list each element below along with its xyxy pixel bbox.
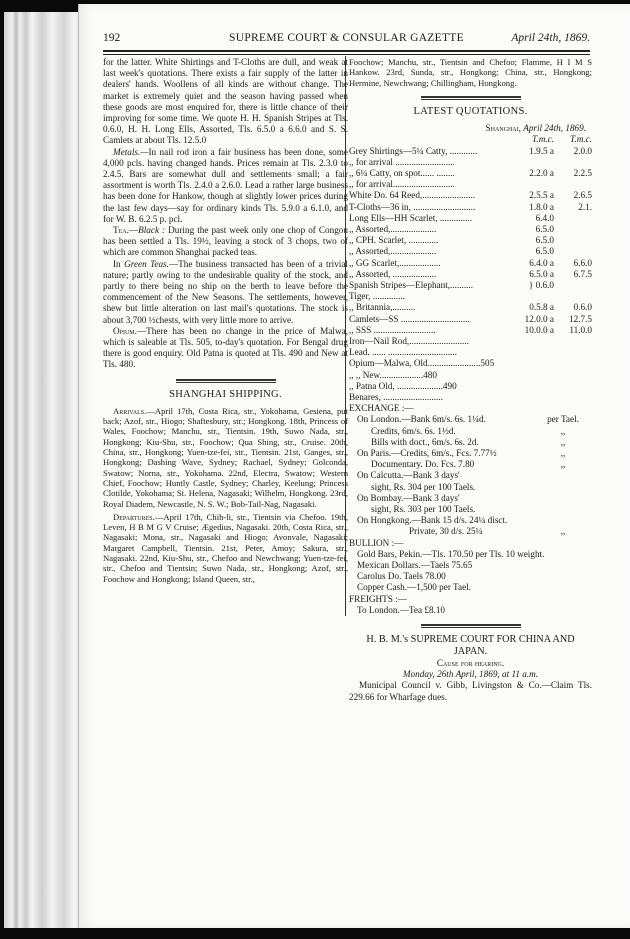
quotation-label: ,, SSS ........................... — [349, 324, 436, 335]
exchange-unit — [534, 504, 592, 515]
court-case: Municipal Council v. Gibb, Livingston & Co.—Claim Tls. 229.66 for Wharfage dues. — [349, 680, 592, 702]
exchange-text: On Calcutta.—Bank 3 days' — [357, 470, 460, 481]
exchange-text: On Paris.—Credits, 6m/s., Fcs. 7.77½ — [357, 447, 497, 458]
right-column — [349, 57, 592, 703]
quotation-label: Tiger, .............. — [349, 291, 405, 302]
quotation-low: 1.9.5 a — [529, 145, 554, 156]
quotation-low: 2.2.0 a — [529, 167, 554, 178]
quotation-row — [349, 347, 592, 358]
publication-title: SUPREME COURT & CONSULAR GAZETTE — [229, 32, 464, 44]
quotation-row — [349, 358, 592, 369]
quotation-low: 6.5.0 — [535, 235, 554, 246]
quotation-label: ,, Assorted, ................... — [349, 268, 437, 279]
page-number: 192 — [103, 32, 121, 44]
quotation-row — [349, 280, 592, 291]
section-rule — [421, 624, 521, 628]
exchange-unit — [534, 515, 592, 526]
exchange-row — [349, 426, 592, 437]
quotation-low — [502, 358, 554, 369]
quotation-high — [554, 347, 592, 358]
quotation-label: White Do. 64 Reed,....................... — [349, 190, 476, 201]
quotation-high: 12.7.5 — [569, 313, 592, 324]
quotation-low — [502, 392, 554, 403]
quotation-label: ,, for arrival........................... — [349, 179, 455, 190]
quotation-row — [349, 246, 592, 257]
quotation-low — [502, 347, 554, 358]
quotation-label: ,, Assorted,.................... — [349, 223, 437, 234]
exchange-unit: per Tael. — [547, 414, 579, 425]
left-column — [103, 57, 348, 584]
quotation-row — [349, 314, 592, 325]
quotation-low: } 0.6.0 — [528, 279, 554, 290]
quotation-high: 6.6.0 — [573, 257, 592, 268]
paragraph-arrivals: Arrivals.—April 17th, Costa Rica, str., Yokohama, Gesiena, put back; Azof, str., Hiogo; Shaftesbury, str.; Hongkong. 18th, Princess of Wales, Foochow; Manchu, str., Tientsin. 19th, Suwo Nada, str., Hongkong; Kiu-Shu, str., Foochow; Qua Shing, str., Cruise. 20th, China, str., Hongkong; Yuen-tze-fei, str., Tientsin. 21st, Ganges, str., Hongkong; Dashing Wave, Sydney; Rachael, Sydney; Golconda, Swatow; Norna, str., Yokohama. 22nd, Electra, Swatow; Western Chief, Foochow; Huntly Castle, Sydney; Charley, Keelung; Princess Clotilde, Yokohama; St. Helena, Nagasaki; Wilhelm, Hongkong. 23rd, Royal Diadem, Newcastle, N. S. W.; Bob-Tail-Nag, Nagasaki. — [103, 405, 348, 509]
issue-date: April 24th, 1869. — [511, 32, 590, 44]
quotation-label: ,, Assorted,.................... — [349, 246, 437, 257]
court-subtitle: Cause for hearing. — [436, 658, 505, 669]
quotations-heading: LATEST QUOTATIONS. — [413, 105, 528, 117]
exchange-text: On London.—Bank 6m/s. 6s. 1¼d. — [357, 414, 486, 425]
quotation-row — [349, 235, 592, 246]
quotation-row — [349, 269, 592, 280]
quotation-label: Opium—Malwa, Old.......................505 — [349, 358, 495, 369]
quotation-high: 2.0.0 — [573, 145, 592, 156]
quotation-row — [349, 202, 592, 213]
bullion-row: Gold Bars, Pekin.—Tls. 170.50 per Tls. 10 weight. — [357, 548, 545, 559]
shipping-continuation: Foochow; Manchu, str., Tientsin and Chefoo; Flamme, H I M S Hankow. 23rd, Sunda, str., Hongkong; China, str., Hongkong; Hermine, Newchwang; Chillingham, Hongkong. — [349, 57, 592, 88]
quotation-label: Long Ells—HH Scarlet, .............. — [349, 212, 472, 223]
exchange-row — [349, 526, 592, 537]
quotation-low: 6.4.0 — [535, 212, 554, 223]
paragraph-metals: Metals.—In nail rod iron a fair business has been done, some 4,000 pcls. having changed hands. Prices remain at Tls. 2.3.0 to 2.4.5. Bars are somewhat dull and settlements small; a fair assortment is worth Tls. 2.4.0 a 2.6.0. Lead a rather large business has been done for Hankow, though at slightly lower prices during the last few days—say for ordinary kinds Tls. 5.9.0 a 6.1.0, and for W. B. 6.2.5 p. pcl. — [103, 146, 348, 224]
quotation-high — [554, 235, 592, 246]
bullion-row: Carolus Do. Taels 78.00 — [357, 571, 446, 582]
quotation-label: Spanish Stripes—Elephant,.......... — [349, 279, 474, 290]
quotation-label: Iron—Nail Rod,.......................... — [349, 335, 469, 346]
quotation-label: T-Cloths—36 in, ........................... — [349, 201, 476, 212]
quotation-high — [554, 358, 592, 369]
quotation-row — [349, 168, 592, 179]
quotation-high: 6.7.5 — [573, 268, 592, 279]
paragraph-departures: Departures.—April 17th, Chih-li, str., Tientsin via Chefoo. 19th, Leven, H B M G V Cruise; Ægedius, Nagasaki. 20th, Costa Rica, str., Nagasaki; Mona, str., Nagasaki and Hiogo; Avonvale, Nagasaki; Margaret Campbell, Tientsin. 21st, Peter, Amoy; Sakura, str., Nagasaki. 22nd, Kiu-Shu, str., Chefoo and Newchwang; Yuen-tze-fei, str., Chefoo and Tientsin; Suwo Nada, str., Hongkong; Azof, str., Foochow and Hongkong; Island Queen, str., — [103, 511, 348, 584]
bullion-list — [349, 549, 592, 594]
exchange-unit — [534, 482, 592, 493]
show-through-text — [99, 824, 599, 874]
quotation-high — [554, 179, 592, 190]
quotation-low: 6.4.0 a — [529, 257, 554, 268]
quotations-column-header: T.m.c. T.m.c. — [531, 134, 592, 145]
bullion-heading: BULLION :— — [349, 537, 404, 548]
exchange-text: Bills with doct., 6m/s. 6s. 2d. — [371, 436, 479, 447]
paragraph-piece-goods: for the latter. White Shirtings and T-Cloths are dull, and weak at last week's quotations. There exists a fair supply of the latter in dealers' hands. Woollens of all kinds are without change. The market is extremely quiet and the season having passed when these goods are most enquired for, there is little chance of their improving for some time. We quote H. H. Spanish Stripes at Tls. 0.6.0, H. H. Long Ells, Assorted, Tls. 6.5.0 a 6.6.0 and S. S. Camlets at about Tls. 12.5.0 — [103, 57, 348, 146]
exchange-row — [349, 470, 592, 481]
quotation-row — [349, 258, 592, 269]
quotation-low — [502, 179, 554, 190]
exchange-text: Private, 30 d/s. 25¼ — [409, 526, 483, 537]
exchange-row — [349, 504, 592, 515]
page-stack-edges — [4, 12, 82, 928]
quotation-label: Lead. ...... .............................. — [349, 347, 457, 358]
quotation-low — [502, 370, 554, 381]
freight-row: To London.—Tea £8.10 — [357, 604, 446, 615]
quotation-row — [349, 157, 592, 168]
quotation-low: 6.5.0 — [535, 223, 554, 234]
quotation-low: 6.5.0 a — [529, 268, 554, 279]
exchange-unit: ,, — [560, 425, 566, 436]
quotation-high — [554, 336, 592, 347]
bullion-row: Copper Cash.—1,500 per Tael. — [357, 582, 472, 593]
quotation-high — [554, 246, 592, 257]
quotation-low: 10.0.0 a — [524, 324, 554, 335]
quotation-high — [554, 381, 592, 392]
quotation-high: 2.1. — [578, 201, 592, 212]
exchange-text: On Hongkong.—Bank 15 d/s. 24¼ disct. — [357, 515, 508, 526]
exchange-text: sight, Rs. 304 per 100 Taels. — [371, 481, 476, 492]
exchange-row — [349, 493, 592, 504]
freights-list — [349, 605, 592, 616]
freights-heading: FREIGHTS :— — [349, 593, 407, 604]
quotation-label: ,, Britannia,.......... — [349, 302, 416, 313]
exchange-text: Documentary. Do. Fcs. 7.80 — [371, 459, 475, 470]
quotation-low — [502, 157, 554, 168]
quotation-row — [349, 179, 592, 190]
quotation-label: ,, GG Scarlet,.................. — [349, 257, 441, 268]
quotation-row — [349, 381, 592, 392]
quotation-label: Benares, .......................... — [349, 391, 443, 402]
paragraph-green-teas: In Green Teas.—The business transacted has been of a trivial nature; partly owing to the undesirable quality of the stock, and partly to there being no ship on the berth to leave before the commencement of the New Seasons. The settlements, however, shew but little alteration on last mail's quotations. The stock is about 3,700 ½chests, with very little more to arrive. — [103, 258, 348, 325]
exchange-row — [349, 459, 592, 470]
quotation-high — [554, 157, 592, 168]
exchange-unit: ,, — [560, 436, 566, 447]
exchange-list — [349, 414, 592, 537]
quotation-label: Grey Shirtings—5¼ Catty, ............ — [349, 145, 478, 156]
quotation-row — [349, 302, 592, 313]
exchange-row — [349, 448, 592, 459]
quotation-low — [502, 336, 554, 347]
quotation-row — [349, 146, 592, 157]
exchange-unit — [534, 493, 592, 504]
exchange-text: Credits, 6m/s. 6s. 1½d. — [371, 425, 456, 436]
section-rule — [176, 379, 276, 383]
shipping-heading: SHANGHAI SHIPPING. — [169, 388, 282, 400]
quotation-label: ,, for arrival .......................... — [349, 156, 455, 167]
quotation-low: 2.5.5 a — [529, 190, 554, 201]
exchange-row — [349, 414, 592, 425]
header-rule — [103, 50, 590, 55]
quotation-high — [554, 280, 592, 291]
quotation-label: Camlets—SS .............................. — [349, 313, 470, 324]
quotation-high — [554, 291, 592, 302]
exchange-row — [349, 515, 592, 526]
quotation-row — [349, 370, 592, 381]
quotation-low: 6.5.0 — [535, 246, 554, 257]
quotation-row — [349, 224, 592, 235]
exchange-row — [349, 482, 592, 493]
quotation-row — [349, 392, 592, 403]
section-rule — [421, 96, 521, 100]
exchange-row — [349, 437, 592, 448]
exchange-heading: EXCHANGE :— — [349, 403, 414, 414]
document-page — [78, 4, 630, 928]
quotation-low: 12.0.0 a — [524, 313, 554, 324]
quotation-high: 2.2.5 — [573, 167, 592, 178]
bullion-row: Mexican Dollars.—Taels 75.65 — [357, 560, 473, 571]
quotation-high — [554, 370, 592, 381]
running-header — [103, 32, 590, 46]
quotation-row — [349, 291, 592, 302]
quotation-label: ,, ,, New...................480 — [349, 369, 437, 380]
exchange-unit: ,, — [560, 459, 566, 470]
quotations-table — [349, 146, 592, 404]
paragraph-opium: Opium.—There has been no change in the price of Malwa, which is saleable at Tls. 505, to-day's quotation. For Bengal drug there is good enquiry. Old Patna is quoted at Tls. 490 and New at Tls. 480. — [103, 325, 348, 370]
quotation-high — [554, 392, 592, 403]
quotation-high — [554, 224, 592, 235]
exchange-unit — [534, 470, 592, 481]
exchange-text: On Bombay.—Bank 3 days' — [357, 492, 460, 503]
quotation-high: 2.6.5 — [573, 190, 592, 201]
quotations-dateline: Shanghai, April 24th, 1869. — [485, 123, 586, 134]
quotation-high — [554, 213, 592, 224]
exchange-unit: ,, — [560, 526, 566, 537]
quotation-label: ,, 6¼ Catty, on spot...... ........ — [349, 167, 455, 178]
paragraph-tea-black: Tea.—Black : During the past week only one chop of Congou has been settled a Tls. 19½, leaving a stock of 3 chops, two of which are common Shanghai packed teas. — [103, 225, 348, 258]
quotation-label: ,, Patna Old, ....................490 — [349, 380, 457, 391]
quotation-high: 0.6.0 — [573, 302, 592, 313]
quotation-row — [349, 336, 592, 347]
quotation-low: 1.8.0 a — [529, 201, 554, 212]
court-heading: H. B. M.'s SUPREME COURT FOR CHINA AND JAPAN. — [366, 634, 575, 658]
quotation-low — [502, 381, 554, 392]
quotation-label: ,, CPH. Scarlet, ............. — [349, 235, 439, 246]
court-date: Monday, 26th April, 1869, at 11 a.m. — [402, 669, 539, 680]
quotation-row — [349, 213, 592, 224]
exchange-text: sight, Rs. 303 per 100 Taels. — [371, 504, 476, 514]
quotation-high: 11.0.0 — [569, 324, 592, 335]
quotation-low: 0.5.8 a — [529, 302, 554, 313]
quotation-row — [349, 325, 592, 336]
exchange-unit: ,, — [560, 447, 566, 458]
quotation-row — [349, 190, 592, 201]
quotation-low — [502, 291, 554, 302]
